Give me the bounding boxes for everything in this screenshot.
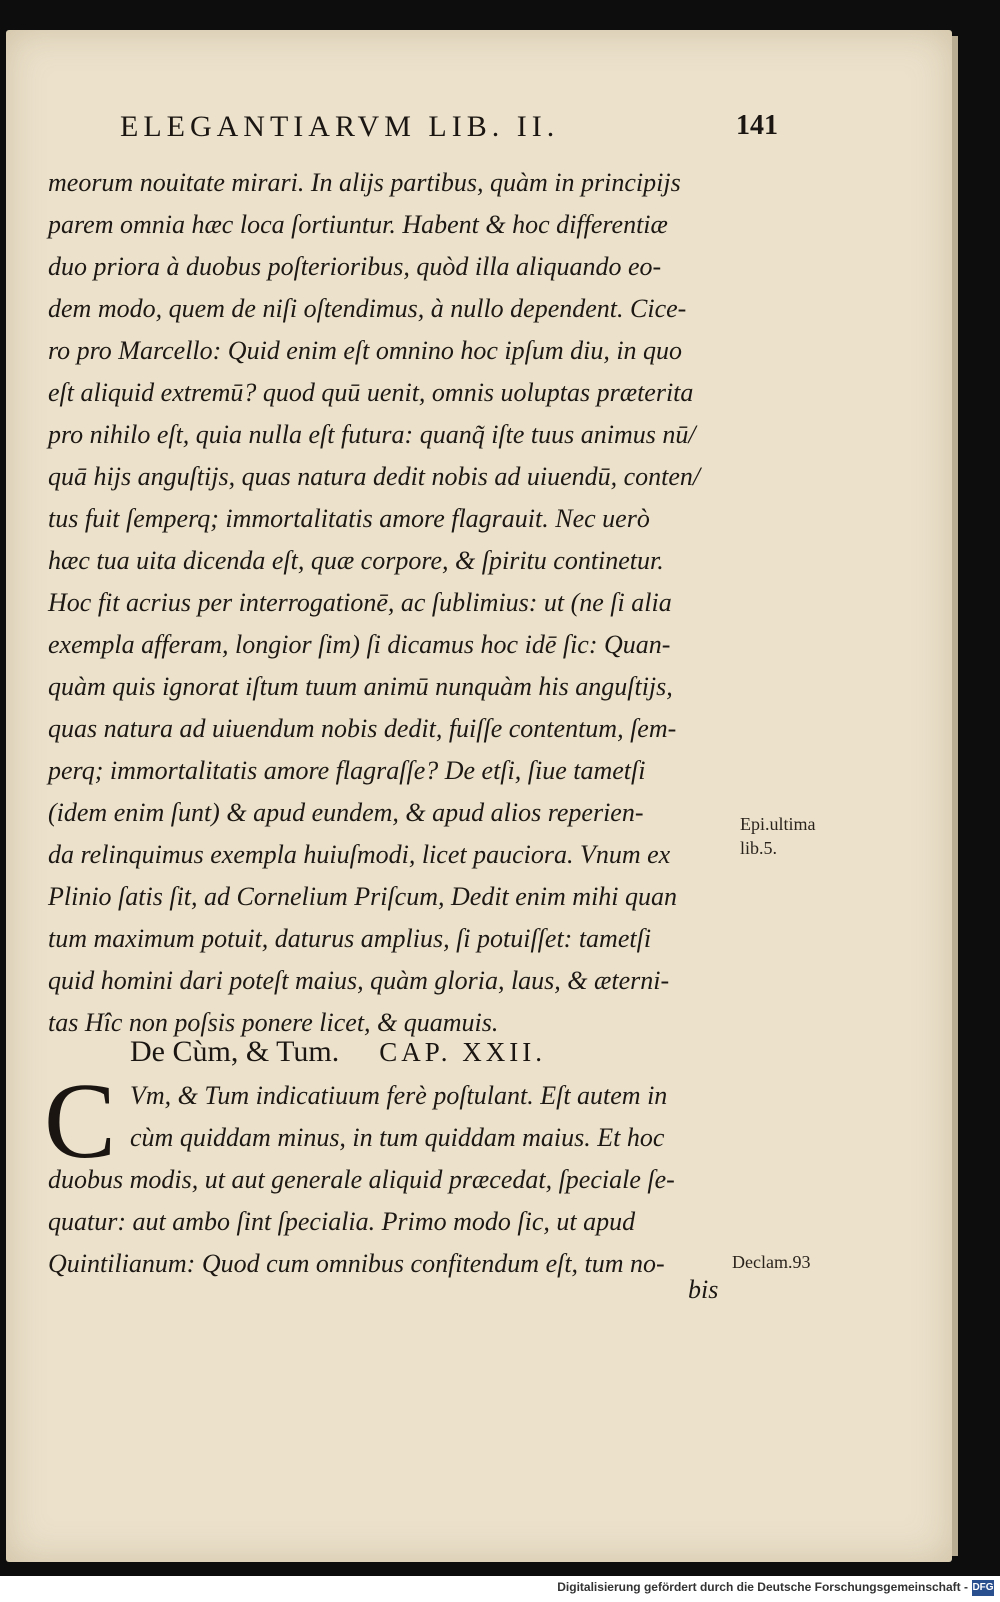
text-line: tus fuit ſemperq; immortalitatis amore flagrauit. Nec uerò: [48, 504, 650, 533]
text-line: (idem enim ſunt) & apud eundem, & apud alios reperien-: [48, 798, 644, 827]
chapter-title: De Cùm, & Tum.: [130, 1035, 340, 1068]
text-line: duobus modis, ut aut generale aliquid præcedat, ſpeciale ſe-: [48, 1165, 675, 1194]
text-line: exempla afferam, longior ſim) ſi dicamus hoc idē ſic: Quan-: [48, 630, 671, 659]
body-text: [48, 162, 748, 1044]
text-line: pro nihilo eſt, quia nulla eſt futura: quanq̃ iſte tuus animus nū/: [48, 420, 696, 449]
text-line: duo priora à duobus poſterioribus, quòd illa aliquando eo-: [48, 252, 662, 281]
text-line: quatur: aut ambo ſint ſpecialia. Primo modo ſic, ut apud: [48, 1207, 636, 1236]
text-line: cùm quiddam minus, in tum quiddam maius. Et hoc: [130, 1123, 665, 1152]
text-line: Hoc fit acrius per interrogationē, ac ſublimius: ut (ne ſi alia: [48, 588, 672, 617]
text-line: dem modo, quem de niſi oſtendimus, à nullo dependent. Cice-: [48, 294, 687, 323]
chapter-text: [48, 1075, 748, 1285]
margin-note-line: Epi.ultima: [740, 814, 816, 834]
footer-bar: [0, 1576, 1000, 1602]
catchword: bis: [688, 1275, 719, 1304]
page-header: [120, 110, 778, 150]
dfg-logo-icon: DFG: [972, 1580, 994, 1596]
running-title: ELEGANTIARVM LIB. II.: [120, 110, 560, 143]
margin-note-declamation: Declam.93: [732, 1252, 811, 1272]
margin-note-line: lib.5.: [740, 838, 778, 858]
text-line: tum maximum potuit, daturus amplius, ſi potuiſſet: tametſi: [48, 924, 652, 953]
page-number: 141: [736, 110, 778, 141]
text-line: hæc tua uita dicenda eſt, quæ corpore, & ſpiritu continetur.: [48, 546, 664, 575]
drop-cap-initial: C: [44, 1062, 117, 1181]
text-line: meorum nouitate mirari. In alijs partibus, quàm in principijs: [48, 168, 681, 197]
text-line: da relinquimus exempla huiuſmodi, licet pauciora. Vnum ex: [48, 840, 671, 869]
text-line: tas Hîc non poſsis ponere licet, & quamuis.: [48, 1008, 499, 1037]
text-line: parem omnia hæc loca ſortiuntur. Habent & hoc differentiæ: [48, 210, 668, 239]
text-line: quàm quis ignorat iſtum tuum animū nunquàm his anguſtijs,: [48, 672, 673, 701]
text-line: eſt aliquid extremū? quod quū uenit, omnis uoluptas præterita: [48, 378, 694, 407]
margin-note-epistle: [740, 812, 816, 860]
text-line: quā hijs anguſtijs, quas natura dedit nobis ad uiuendū, conten/: [48, 462, 701, 491]
text-line: quid homini dari poteſt maius, quàm gloria, laus, & æterni-: [48, 966, 670, 995]
text-line: ro pro Marcello: Quid enim eſt omnino hoc ipſum diu, in quo: [48, 336, 683, 365]
page-edge: [952, 36, 958, 1556]
text-line: Plinio ſatis ſit, ad Cornelium Priſcum, Dedit enim mihi quan: [48, 882, 678, 911]
funding-credit: Digitalisierung gefördert durch die Deutsche Forschungsgemeinschaft -: [557, 1580, 968, 1594]
text-line: perq; immortalitatis amore flagraſſe? De etſi, ſiue tametſi: [48, 756, 646, 785]
chapter-heading: [130, 1035, 546, 1069]
text-line: Vm, & Tum indicatiuum ferè poſtulant. Eſt autem in: [130, 1081, 668, 1110]
text-line: Quintilianum: Quod cum omnibus confitendum eſt, tum no-: [48, 1249, 665, 1278]
text-line: quas natura ad uiuendum nobis dedit, fuiſſe contentum, ſem-: [48, 714, 677, 743]
chapter-number: CAP. XXII.: [379, 1037, 546, 1067]
